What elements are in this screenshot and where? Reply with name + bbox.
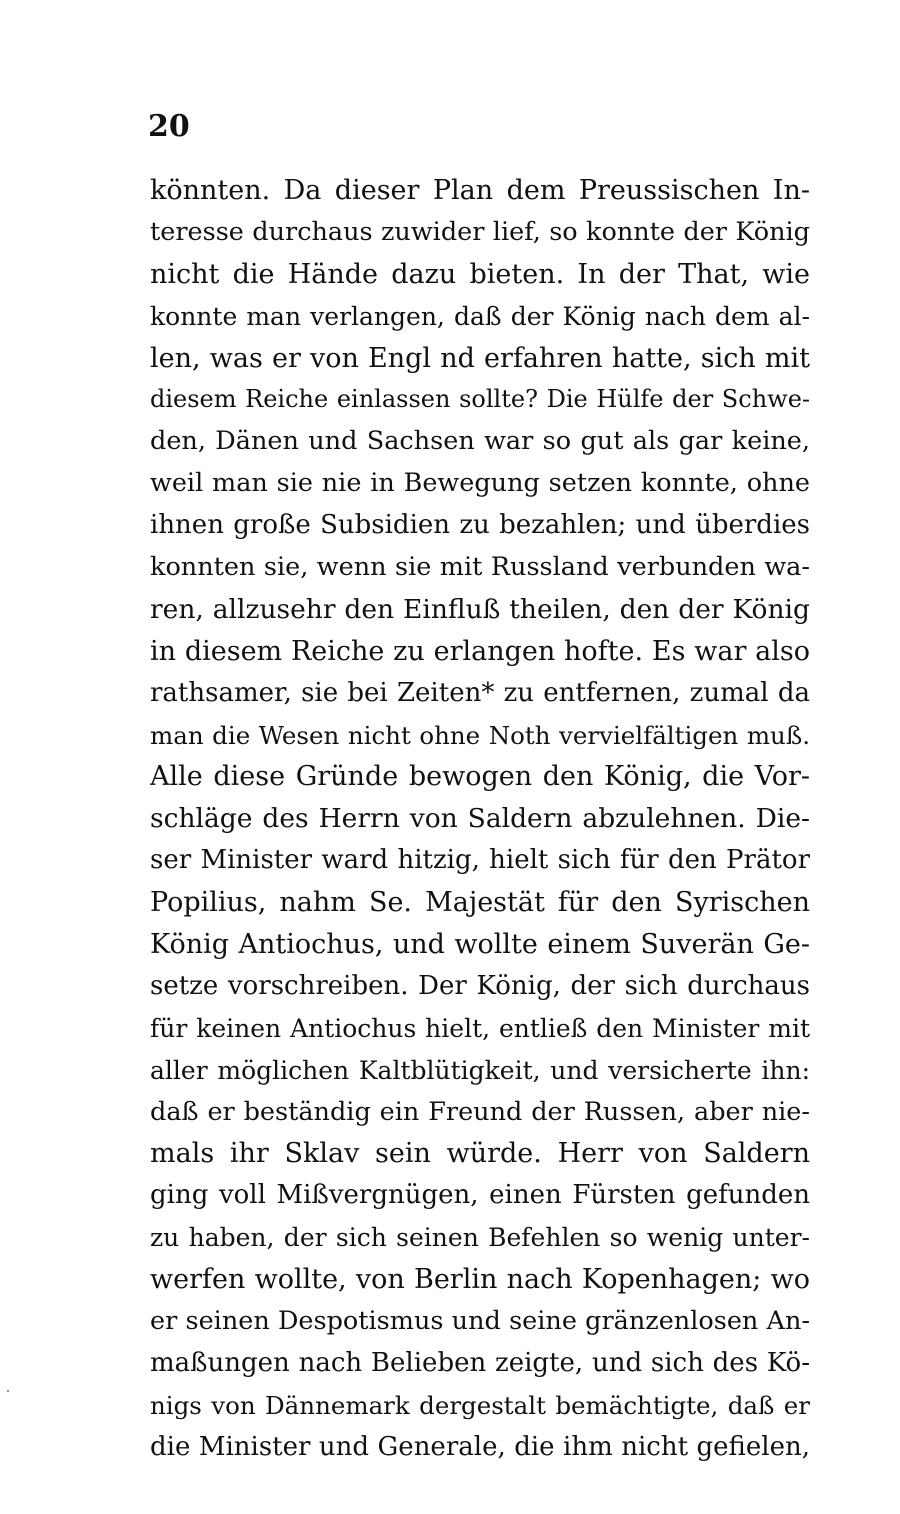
text-line: ihnen große Subsidien zu bezahlen; und überdies — [150, 510, 810, 541]
text-line: maßungen nach Belieben zeigte, und sich des Kö- — [150, 1347, 810, 1378]
text-line: aller möglichen Kaltblütigkeit, und versicherte ihn: — [150, 1055, 810, 1085]
text-line: Alle diese Gründe bewogen den König, die Vor- — [150, 761, 810, 793]
text-line: ren, allzusehr den Einfluß theilen, den der König — [150, 593, 810, 625]
text-line: nicht die Hände dazu bieten. In der That, wie — [150, 258, 810, 290]
text-line: konnte man verlangen, daß der König nach dem al- — [150, 301, 810, 331]
text-line: ging voll Mißvergnügen, einen Fürsten gefunden — [150, 1180, 810, 1211]
text-line: für keinen Antiochus hielt, entließ den Minister mit — [150, 1013, 810, 1043]
text-line: werfen wollte, von Berlin nach Kopenhagen; wo — [150, 1264, 810, 1296]
text-line: in diesem Reiche zu erlangen hofte. Es war also — [150, 635, 810, 667]
text-line: könnten. Da dieser Plan dem Preussischen In- — [150, 175, 810, 206]
text-line: er seinen Despotismus und seine gränzenlosen An- — [150, 1306, 810, 1337]
text-line: man die Wesen nicht ohne Noth vervielfältigen muß. — [150, 720, 810, 750]
text-line: diesem Reiche einlassen sollte? Die Hülfe der Schwe- — [150, 385, 810, 414]
text-line: ser Minister ward hitzig, hielt sich für den Prätor — [150, 845, 810, 876]
text-line: weil man sie nie in Bewegung setzen konnte, ohne — [150, 468, 810, 499]
text-line: daß er beständig ein Freund der Russen, aber nie- — [150, 1096, 810, 1127]
text-line: len, was er von Engl nd erfahren hatte, sich mit — [150, 342, 810, 374]
text-line: teresse durchaus zuwider lief, so konnte der König — [150, 216, 810, 247]
text-line: setze vorschreiben. Der König, der sich durchaus — [150, 970, 810, 1001]
text-line: den, Dänen und Sachsen war so gut als gar keine, — [150, 426, 810, 457]
text-line: konnten sie, wenn sie mit Russland verbunden wa- — [150, 552, 810, 583]
text-line: nigs von Dännemark dergestalt bemächtigte, daß er — [150, 1390, 810, 1420]
text-line: schläge des Herrn von Saldern abzulehnen. Die- — [150, 803, 810, 835]
text-line: König Antiochus, und wollte einem Suverän Ge- — [150, 929, 810, 961]
text-line: rathsamer, sie bei Zeiten* zu entfernen, zumal da — [150, 677, 810, 708]
text-line: mals ihr Sklav sein würde. Herr von Saldern — [150, 1138, 810, 1170]
scan-speck — [7, 1390, 9, 1392]
text-line: Popilius, nahm Se. Majestät für den Syrischen — [150, 887, 810, 919]
page-number: 20 — [148, 109, 190, 144]
text-line: die Minister und Generale, die ihm nicht gefielen, — [150, 1431, 810, 1462]
text-line: zu haben, der sich seinen Befehlen so wenig unter- — [150, 1223, 810, 1253]
body-text — [150, 170, 810, 1469]
